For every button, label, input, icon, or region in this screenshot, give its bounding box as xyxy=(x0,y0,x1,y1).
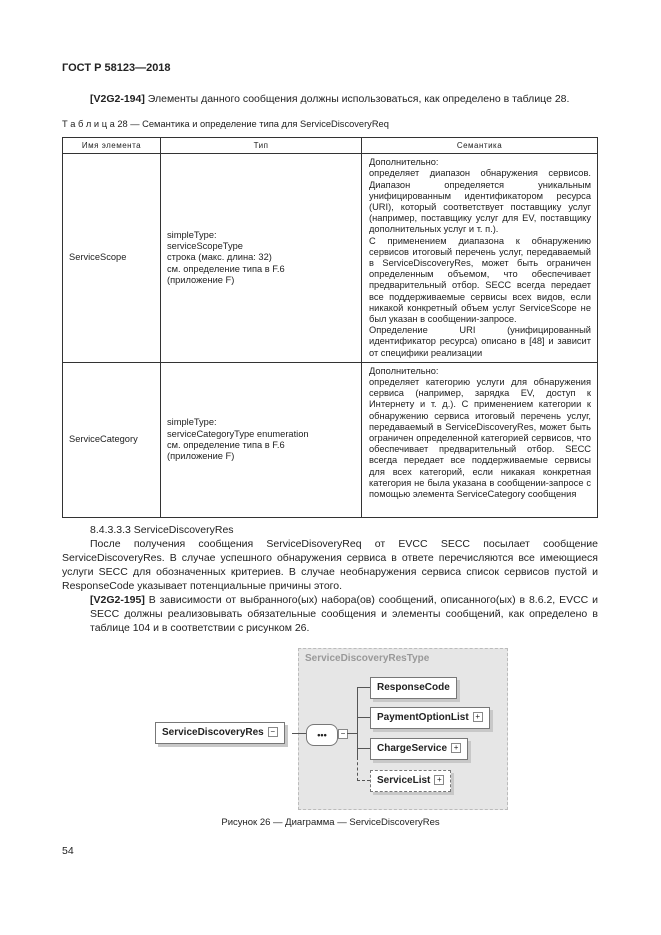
element-semantics: Дополнительно: определяет диапазон обнаружения сервисов. Диапазон определяется уникальным унифицированным идентификатором ресурса (URI), который соответствует поставщику услуг (например, поставщику услуг для EV, поставщику дополнительных услуг и т. п.). С применением диапазона к обнаружению сервисов итоговый перечень услуг, передаваемый в ServiceDiscoveryRes, может быть ограничен определенным объемом, что обеспечивает предварительный отбор. SECC всегда передает все поддерживаемые сервисы всех видов, если никакой конкретный объем услуг ServiceScope не был указан в сообщении-запросе. Определение URI (унифицированный идентификатор ресурса) описано в [48] и зависит от специфики реализации xyxy=(362,154,598,363)
expand-icon[interactable]: + xyxy=(451,743,461,753)
root-element xyxy=(155,722,285,744)
element-type: simpleType: serviceCategoryType enumeration см. определение типа в F.6 (приложение F) xyxy=(161,362,362,517)
connector xyxy=(292,733,306,734)
collapse-icon[interactable]: − xyxy=(338,729,348,739)
element-semantics: Дополнительно: определяет категорию услуги для обнаружения сервиса (например, зарядка EV, доступ к Интернету и т. д.). С применением категории к обнаружению сервиса итоговый перечень услуг, передаваемый в ServiceDiscoveryRes, может быть ограничен определенной категорией сервисов, что обеспечивает предварительный отбор. SECC всегда передает все поддерживаемые сервисы для всех категорий, если никакая конкретная категория не была указана в сообщении-запросе с помощью элемента ServiceCategory сообщения xyxy=(362,362,598,517)
connector xyxy=(357,748,370,749)
req-tag: [V2G2-194] xyxy=(90,93,145,105)
paragraph: После получения сообщения ServiceDisoveryReq от EVCC SECC посылает сообщение ServiceDiscoveryRes. В случае успешного обнаружения сервиса в ответе перечисляются все имеющиеся услуги SECC для обозначенных критериев. В случае необнаружения сервиса список сервисов пустой и ResponseCode указывает потенциальные причины этого. xyxy=(62,538,598,592)
semantics-table xyxy=(62,137,598,518)
standard-header: ГОСТ Р 58123—2018 xyxy=(62,62,171,74)
connector xyxy=(347,733,357,734)
element-name: ServiceScope xyxy=(63,154,161,363)
expand-icon[interactable]: + xyxy=(473,712,483,722)
connector xyxy=(357,757,358,781)
element-type: simpleType: serviceScopeType строка (макс. длина: 32) см. определение типа в F.6 (приложение F) xyxy=(161,154,362,363)
expand-icon[interactable]: + xyxy=(434,775,444,785)
page-number: 54 xyxy=(62,845,74,857)
child-element xyxy=(370,707,490,729)
child-element xyxy=(370,738,468,760)
connector xyxy=(357,717,370,718)
element-label: ServiceList xyxy=(377,775,431,786)
type-name: ServiceDiscoveryResType xyxy=(305,653,430,664)
root-label: ServiceDiscoveryRes xyxy=(162,727,264,738)
requirement-195 xyxy=(90,593,598,635)
col-header: Имя элемента xyxy=(63,138,161,154)
optional-child-element xyxy=(370,770,451,792)
element-label: ChargeService xyxy=(377,743,448,754)
table-caption: Т а б л и ц а 28 — Семантика и определение типа для ServiceDiscoveryReq xyxy=(62,119,389,129)
sequence-icon: ••• xyxy=(306,724,338,746)
col-header: Семантика xyxy=(362,138,598,154)
req-tag: [V2G2-195] xyxy=(90,594,145,606)
connector xyxy=(357,780,370,781)
table-row xyxy=(63,154,598,363)
connector xyxy=(357,687,358,757)
req-text: В зависимости от выбранного(ых) набора(ов) сообщений, описанного(ых) в 8.6.2, EVCC и SECC должны реализовывать обязательные сообщения и элементы сообщений, как определено в таблице 104 и в соответствии с рисунком 26. xyxy=(90,594,598,634)
req-text: Элементы данного сообщения должны использоваться, как определено в таблице 28. xyxy=(144,93,570,105)
section-heading: 8.4.3.3.3 ServiceDiscoveryRes xyxy=(90,524,234,536)
element-label: PaymentOptionList xyxy=(377,712,469,723)
table-row xyxy=(63,362,598,517)
requirement-194 xyxy=(90,92,600,106)
element-name: ServiceCategory xyxy=(63,362,161,517)
connector xyxy=(357,687,370,688)
collapse-icon[interactable]: − xyxy=(268,727,278,737)
col-header: Тип xyxy=(161,138,362,154)
figure-caption: Рисунок 26 — Диаграмма — ServiceDiscoveryRes xyxy=(221,817,440,828)
child-element: ResponseCode xyxy=(370,677,457,699)
